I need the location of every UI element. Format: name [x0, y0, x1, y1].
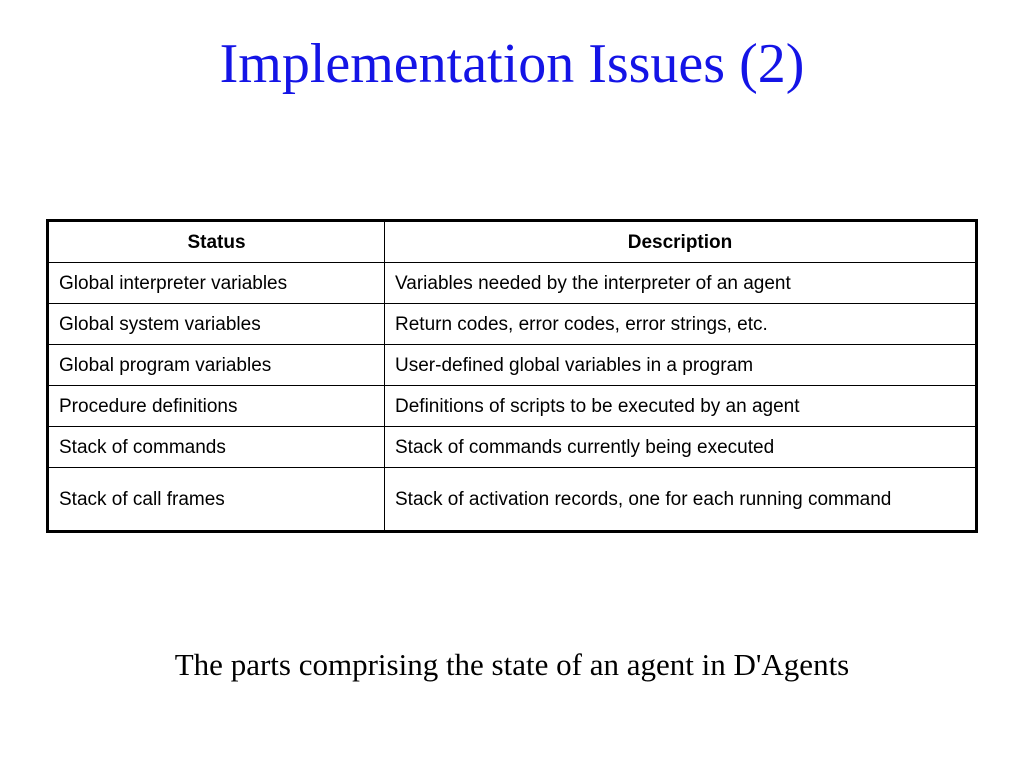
status-cell: Stack of call frames	[48, 468, 385, 532]
table-row	[48, 263, 977, 304]
header-description: Description	[385, 221, 977, 263]
description-cell: User-defined global variables in a program	[385, 345, 977, 386]
header-status: Status	[48, 221, 385, 263]
status-cell: Global interpreter variables	[48, 263, 385, 304]
table-row	[48, 345, 977, 386]
table-row	[48, 386, 977, 427]
table-row	[48, 468, 977, 532]
description-cell: Return codes, error codes, error strings, etc.	[385, 304, 977, 345]
description-cell: Definitions of scripts to be executed by an agent	[385, 386, 977, 427]
status-cell: Stack of commands	[48, 427, 385, 468]
description-cell: Stack of activation records, one for each running command	[385, 468, 977, 532]
status-cell: Global program variables	[48, 345, 385, 386]
table-row	[48, 304, 977, 345]
agent-state-table	[46, 219, 978, 533]
table-row	[48, 427, 977, 468]
slide-title: Implementation Issues (2)	[219, 33, 805, 95]
table-container	[46, 219, 975, 533]
description-cell: Variables needed by the interpreter of an agent	[385, 263, 977, 304]
table-header-row	[48, 221, 977, 263]
description-cell: Stack of commands currently being executed	[385, 427, 977, 468]
slide-caption: The parts comprising the state of an agent in D'Agents	[174, 647, 850, 682]
status-cell: Global system variables	[48, 304, 385, 345]
status-cell: Procedure definitions	[48, 386, 385, 427]
